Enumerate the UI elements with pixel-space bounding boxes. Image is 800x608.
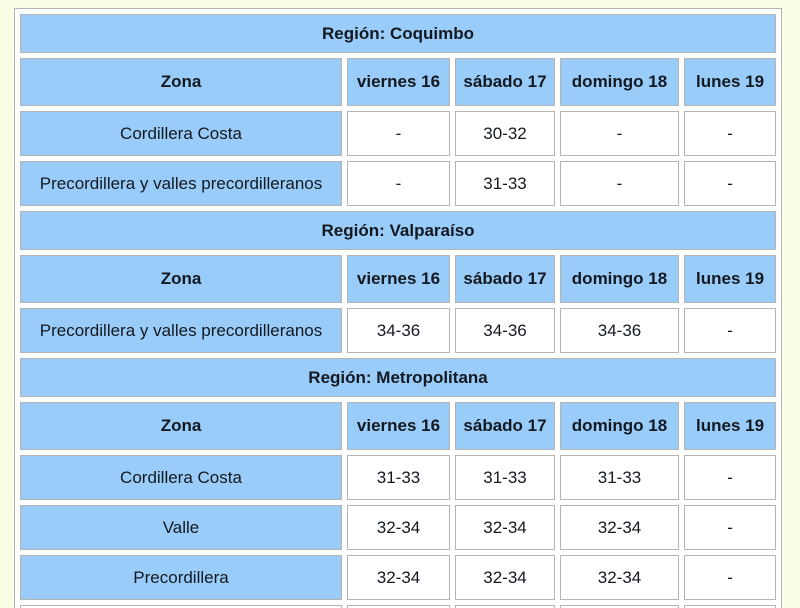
region-header-row [20, 358, 776, 397]
temperature-value-cell: 34-36 [560, 308, 679, 353]
temperature-value-cell: 31-33 [347, 455, 450, 500]
temperature-value-cell: 31-33 [560, 455, 679, 500]
day-header-row [20, 255, 776, 303]
day-column-header: viernes 16 [347, 58, 450, 106]
day-column-header: sábado 17 [455, 58, 555, 106]
temperature-value-cell: 32-34 [347, 555, 450, 600]
temperature-value-cell: 32-34 [560, 555, 679, 600]
region-title: Región: Valparaíso [20, 211, 776, 250]
forecast-data-row [20, 161, 776, 206]
zone-cell: Precordillera y valles precordilleranos [20, 161, 342, 206]
day-header-row [20, 402, 776, 450]
temperature-value-cell: 34-36 [455, 308, 555, 353]
missing-value-cell: - [347, 161, 450, 206]
zone-cell: Precordillera y valles precordilleranos [20, 308, 342, 353]
day-column-header: domingo 18 [560, 58, 679, 106]
temperature-value-cell: 30-32 [455, 111, 555, 156]
temperature-value-cell: 31-33 [455, 455, 555, 500]
day-header-row [20, 58, 776, 106]
day-column-header: viernes 16 [347, 255, 450, 303]
day-column-header: lunes 19 [684, 402, 776, 450]
missing-value-cell: - [560, 111, 679, 156]
zone-column-header: Zona [20, 255, 342, 303]
region-title: Región: Coquimbo [20, 14, 776, 53]
zone-column-header: Zona [20, 402, 342, 450]
zone-cell: Cordillera Costa [20, 111, 342, 156]
missing-value-cell: - [684, 111, 776, 156]
day-column-header: sábado 17 [455, 402, 555, 450]
temperature-value-cell: 32-34 [347, 505, 450, 550]
missing-value-cell: - [684, 555, 776, 600]
temperature-value-cell: 32-34 [455, 505, 555, 550]
day-column-header: sábado 17 [455, 255, 555, 303]
region-header-row [20, 211, 776, 250]
day-column-header: lunes 19 [684, 58, 776, 106]
temperature-value-cell: 32-34 [455, 555, 555, 600]
missing-value-cell: - [684, 161, 776, 206]
forecast-data-row [20, 455, 776, 500]
missing-value-cell: - [684, 505, 776, 550]
missing-value-cell: - [347, 111, 450, 156]
zone-column-header: Zona [20, 58, 342, 106]
region-header-row [20, 14, 776, 53]
day-column-header: domingo 18 [560, 402, 679, 450]
day-column-header: domingo 18 [560, 255, 679, 303]
day-column-header: lunes 19 [684, 255, 776, 303]
zone-cell: Cordillera Costa [20, 455, 342, 500]
forecast-data-row [20, 555, 776, 600]
forecast-data-row [20, 308, 776, 353]
missing-value-cell: - [560, 161, 679, 206]
missing-value-cell: - [684, 455, 776, 500]
temperature-value-cell: 34-36 [347, 308, 450, 353]
forecast-data-row [20, 111, 776, 156]
temperature-value-cell: 31-33 [455, 161, 555, 206]
zone-cell: Valle [20, 505, 342, 550]
missing-value-cell: - [684, 308, 776, 353]
zone-cell: Precordillera [20, 555, 342, 600]
temperature-forecast-table [14, 8, 782, 608]
forecast-data-row [20, 505, 776, 550]
region-title: Región: Metropolitana [20, 358, 776, 397]
day-column-header: viernes 16 [347, 402, 450, 450]
temperature-value-cell: 32-34 [560, 505, 679, 550]
